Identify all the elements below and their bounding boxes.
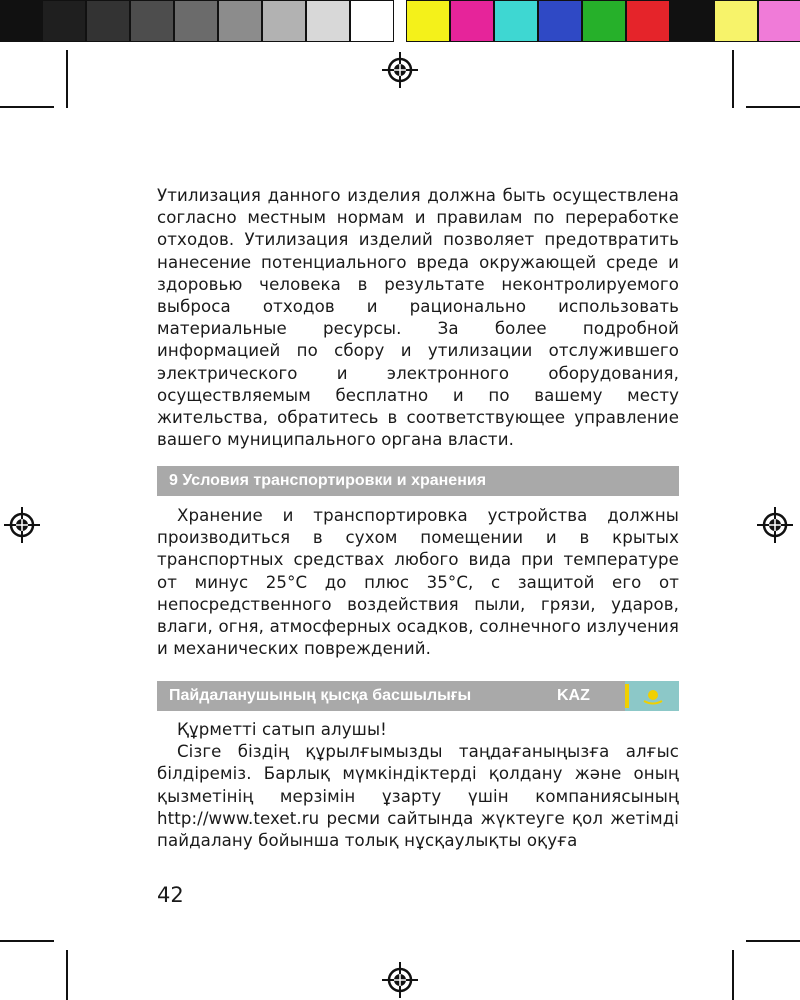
kaz-paragraph: Сізге біздің құрылғымызды таңдағаныңызға алғыс білдіреміз. Барлық мүмкіндіктерді қолдану және оның қызметінің мерзімін ұзарту үшін компаниясының http://www.texet.ru ресми сайтында жүктеуге қол жетімді пайдалану бойынша толық нұсқаулықты оқуға bbox=[157, 742, 679, 851]
color-swatch bbox=[538, 0, 582, 42]
crop-mark-top-left-v bbox=[66, 50, 68, 108]
crop-mark-bottom-right-v bbox=[732, 950, 734, 1000]
crop-mark-bottom-left-h bbox=[0, 940, 54, 942]
gray-swatch bbox=[42, 0, 86, 42]
registration-mark-top bbox=[382, 52, 418, 88]
color-swatch bbox=[714, 0, 758, 42]
gray-swatch bbox=[218, 0, 262, 42]
color-swatch bbox=[406, 0, 450, 42]
kazakhstan-flag-icon bbox=[639, 686, 667, 706]
gray-swatch bbox=[0, 0, 42, 42]
color-swatch bbox=[494, 0, 538, 42]
kaz-section-body bbox=[157, 719, 679, 852]
kaz-lang-label: KAZ bbox=[557, 687, 590, 704]
gray-swatch bbox=[350, 0, 394, 42]
section-9-paragraph: Хранение и транспортировка устройства должны производиться в сухом помещении и в крытых транспортных средствах любого вида при температуре от минус 25°С до плюс 35°С, с защитой его от непосредственного воздействия пыли, грязи, ударов, влаги, огня, атмосферных осадков, солнечного излучения и механических повреждений. bbox=[157, 506, 679, 659]
disposal-paragraph: Утилизация данного изделия должна быть осуществлена согласно местным нормам и правилам по переработке отходов. Утилизация изделий позволяет предотвратить нанесение потенциального вреда окружающей среде и здоровью человека в результате неконтролируемого выброса отходов и рационально использовать материальные ресурсы. За более подробной информацией по сбору и утилизации отслужившего электрического и электронного оборудования, осуществляемым бесплатно и по вашему месту жительства, обратитесь в соответствующее управление вашего муниципального органа власти. bbox=[157, 186, 679, 450]
crop-mark-top-right-h bbox=[746, 106, 800, 108]
color-swatch bbox=[626, 0, 670, 42]
disposal-section bbox=[157, 185, 679, 451]
crop-mark-top-left-h bbox=[0, 106, 54, 108]
section-9-title: 9 Условия транспортировки и хранения bbox=[169, 472, 487, 489]
color-swatch bbox=[670, 0, 714, 42]
gray-swatch bbox=[86, 0, 130, 42]
kaz-flag-tab bbox=[625, 681, 679, 711]
kaz-section-header bbox=[157, 681, 679, 711]
color-swatch bbox=[450, 0, 494, 42]
registration-mark-right bbox=[757, 507, 793, 543]
color-swatch bbox=[758, 0, 800, 42]
flag-stripe bbox=[625, 684, 629, 708]
kaz-greeting: Құрметті сатып алушы! bbox=[177, 720, 387, 739]
section-9-header bbox=[157, 466, 679, 496]
page-number: 42 bbox=[157, 883, 184, 907]
gray-swatch bbox=[130, 0, 174, 42]
gray-swatch bbox=[174, 0, 218, 42]
registration-mark-left bbox=[4, 507, 40, 543]
gray-swatch bbox=[306, 0, 350, 42]
registration-mark-bottom bbox=[382, 962, 418, 998]
kaz-section-title: Пайдаланушының қысқа басшылығы bbox=[169, 687, 472, 704]
section-9-body bbox=[157, 505, 679, 660]
gray-swatch bbox=[262, 0, 306, 42]
color-swatch bbox=[582, 0, 626, 42]
crop-mark-bottom-left-v bbox=[66, 950, 68, 1000]
crop-mark-bottom-right-h bbox=[746, 940, 800, 942]
crop-mark-top-right-v bbox=[732, 50, 734, 108]
